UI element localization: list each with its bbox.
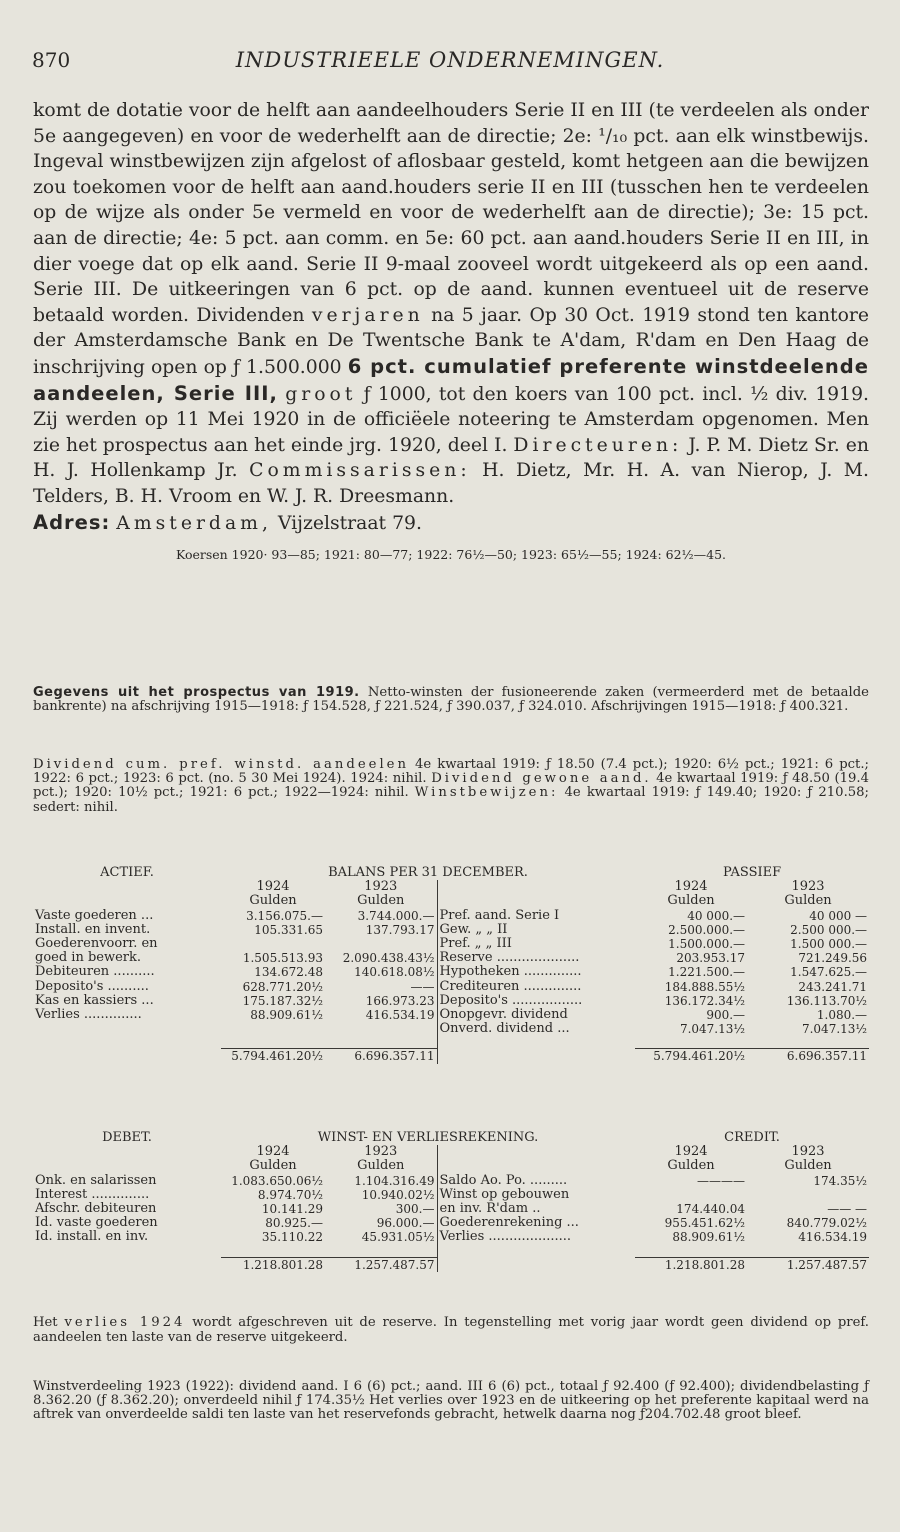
value-1924: 184.888.55½ [664, 979, 746, 994]
table-row [33, 1188, 869, 1202]
row-label: Goederenrekening ... [437, 1216, 635, 1230]
table-row [33, 965, 869, 979]
value-1924: 1.505.513.93 [242, 951, 323, 966]
page-number: 870 [32, 48, 71, 72]
credit-title: CREDIT. [724, 1131, 780, 1145]
value-1924: 1.083.650.06½ [231, 1173, 323, 1188]
table-row [33, 951, 869, 965]
value-1923: 1.104.316.49 [354, 1173, 435, 1188]
year-label: 1924 [674, 1145, 708, 1160]
directeuren-names: J. P. M. Dietz Sr. en H. J. Hollenkamp Jr. [33, 434, 869, 482]
currency-label: Gulden [784, 1159, 832, 1174]
row-label: Debiteuren .......... [35, 965, 155, 980]
pl-title: WINST- EN VERLIESREKENING. [317, 1131, 539, 1145]
row-label: Gew. „ „ II [437, 923, 635, 937]
value-1923: 166.973.23 [365, 993, 435, 1008]
value-1923: 40 000 — [809, 908, 868, 923]
value-1923: 1.080.— [816, 1008, 868, 1023]
currency-label: Gulden [249, 894, 297, 909]
value-1924: 203.953.17 [676, 951, 746, 966]
value-1923: —— [410, 979, 435, 994]
value-1924: 628.771.20½ [242, 979, 323, 994]
row-label: Afschr. debiteuren [35, 1202, 157, 1217]
total-value: 5.794.461.20½ [221, 1049, 325, 1064]
prospectus-text: Netto-winsten der fusioneerende zaken (vermeerderd met de betaalde bankrente) na afschrijving 1915—1918: ƒ 154.528, ƒ 221.524, ƒ 390.037, ƒ 324.010. Afschrijvingen 1915—1918: ƒ 400.321. [33, 685, 869, 715]
value-1924: 900.— [706, 1008, 746, 1023]
value-1923: 174.35½ [813, 1173, 868, 1188]
row-label: Crediteuren .............. [437, 980, 635, 994]
value-1924: 35.110.22 [261, 1230, 323, 1245]
row-label: Goederenvoorr. en [35, 937, 158, 952]
value-1924 [221, 937, 325, 951]
value-1923: 45.931.05½ [361, 1230, 435, 1245]
groot-term: groot [285, 383, 357, 405]
row-label: Deposito's ................. [437, 994, 635, 1008]
row-label: goed in bewerk. [35, 951, 142, 966]
row-label: Hypotheken .............. [437, 965, 635, 979]
value-1923: 96.000.— [376, 1216, 435, 1231]
row-label: Onverd. dividend ... [437, 1022, 635, 1036]
verlies-note [33, 1315, 869, 1345]
value-1923: 840.779.02½ [786, 1216, 868, 1231]
passief-title: PASSIEF [722, 866, 782, 880]
table-row [33, 994, 869, 1008]
row-label: Verlies .............. [35, 1008, 142, 1023]
adres-line [33, 510, 869, 537]
table-row [33, 1230, 869, 1244]
value-1923: 300.— [395, 1202, 435, 1217]
value-1923: 416.534.19 [798, 1230, 868, 1245]
value-1924: 134.672.48 [254, 965, 323, 980]
dividend-pref-text: 4e kwartaal 1919: ƒ 18.50 (7.4 pct.); 1920: 6½ pct.; 1921: 6 pct.; 1922: 6 pct.; 1923: 6 pct. (no. 5 30 Mei 1924). 1924: nihil. [33, 757, 869, 787]
value-1924: 80.925.— [265, 1216, 323, 1231]
row-label: Pref. „ „ III [437, 937, 635, 951]
commissarissen-label: Commissarissen: [249, 460, 471, 482]
main-text [33, 98, 869, 568]
value-1923: 3.744.000.— [357, 908, 435, 923]
table-row [33, 1216, 869, 1230]
total-value: 1.257.487.57 [747, 1257, 869, 1272]
profit-loss-table [33, 1131, 869, 1272]
year-label: 1924 [256, 1145, 290, 1160]
value-1924: 175.187.32½ [242, 993, 323, 1008]
total-value: 6.696.357.11 [747, 1049, 869, 1064]
adres-label: Adres: [33, 510, 111, 534]
adres-street: Vijzelstraat 79. [277, 512, 422, 534]
row-label: Winst op gebouwen [437, 1188, 635, 1202]
winstbewijzen-text: 4e kwartaal 1919: ƒ 149.40; 1920: ƒ 210.58; sedert: nihil. [33, 785, 869, 815]
currency-label: Gulden [667, 1159, 715, 1174]
row-label: Pref. aand. Serie I [437, 909, 635, 923]
year-label: 1924 [256, 880, 290, 895]
currency-label: Gulden [784, 894, 832, 909]
value-1923: 243.241.71 [798, 979, 868, 994]
debet-title: DEBET. [102, 1131, 152, 1145]
value-1923: 10.940.02½ [361, 1187, 435, 1202]
year-label: 1923 [364, 880, 398, 895]
dividend-gewone-label: Dividend gewone aand. [431, 771, 652, 787]
verlies-label: verlies 1924 [64, 1315, 186, 1330]
table-row [33, 909, 869, 923]
table-row [33, 1022, 869, 1036]
verjaren-term: verjaren [311, 304, 424, 326]
table-row [33, 1202, 869, 1216]
balance-year-row [33, 880, 869, 894]
table-row [33, 1174, 869, 1188]
row-label: Onopgevr. dividend [437, 1008, 635, 1022]
table-row [33, 980, 869, 994]
row-label: Verlies .................... [437, 1230, 635, 1244]
value-1923 [747, 1188, 869, 1202]
value-1924: 1.500.000.— [668, 937, 746, 952]
running-title: INDUSTRIEELE ONDERNEMINGEN. [235, 48, 665, 72]
value-1923: 1.547.625.— [790, 965, 868, 980]
value-1924 [635, 1188, 747, 1202]
prospectus-data [33, 686, 869, 714]
koersen-line: Koersen 1920· 93—85; 1921: 80—77; 1922: 76½—50; 1923: 65½—55; 1924: 62½—45. [175, 547, 727, 563]
value-1924: 955.451.62½ [664, 1216, 746, 1231]
balance-currency-row [33, 894, 869, 908]
year-label: 1923 [791, 880, 825, 895]
value-1924: 88.909.61½ [672, 1230, 746, 1245]
footer-het: Het [33, 1315, 58, 1330]
dividend-section [33, 758, 869, 815]
total-value: 1.257.487.57 [325, 1257, 437, 1272]
value-1924: 174.440.04 [676, 1202, 746, 1217]
value-1924: 2.500.000.— [668, 922, 746, 937]
currency-label: Gulden [357, 894, 405, 909]
row-label: Saldo Ao. Po. ......... [437, 1174, 635, 1188]
value-1923: 2.500 000.— [790, 922, 868, 937]
value-1923: 140.618.08½ [354, 965, 435, 980]
table-row [33, 1008, 869, 1022]
dividend-pref-label: Dividend cum. pref. winstd. aandeelen [33, 757, 409, 772]
pl-title-row [33, 1131, 869, 1145]
row-label: Deposito's .......... [35, 979, 149, 994]
currency-label: Gulden [667, 894, 715, 909]
row-label: Kas en kassiers ... [35, 993, 154, 1008]
year-label: 1923 [791, 1145, 825, 1160]
value-1923: 2.090.438.43½ [342, 951, 435, 966]
value-1923: 1.500 000.— [790, 937, 868, 952]
row-label: Onk. en salarissen [35, 1173, 157, 1188]
year-label: 1924 [674, 880, 708, 895]
row-label: Id. vaste goederen [35, 1216, 158, 1231]
row-label: Interest .............. [35, 1187, 150, 1202]
winstverdeeling-note [33, 1380, 869, 1423]
balance-sheet-table [33, 866, 869, 1064]
value-1923: 416.534.19 [365, 1008, 435, 1023]
currency-label: Gulden [357, 1159, 405, 1174]
value-1924: 136.172.34½ [664, 993, 746, 1008]
adres-city: Amsterdam, [116, 512, 272, 534]
balance-title-row [33, 866, 869, 880]
row-label: Reserve .................... [437, 951, 635, 965]
currency-label: Gulden [249, 1159, 297, 1174]
value-1924: 88.909.61½ [250, 1008, 323, 1023]
balance-title: BALANS PER 31 DECEMBER. [328, 866, 528, 880]
value-1923: —— — [827, 1202, 868, 1217]
total-value: 1.218.801.28 [635, 1257, 747, 1272]
value-1924: ———— [697, 1173, 746, 1188]
row-label: Vaste goederen ... [35, 908, 154, 923]
row-label: en inv. R'dam .. [437, 1202, 635, 1216]
row-label: Id. install. en inv. [35, 1230, 149, 1245]
value-1924: 10.141.29 [261, 1202, 323, 1217]
dividend-gewone-text: 4e kwartaal 1919: ƒ 48.50 (19.4 pct.); 1920: 10½ pct.; 1921: 6 pct.; 1922—1924: nihil. [33, 771, 869, 801]
value-1923 [325, 937, 437, 951]
year-label: 1923 [364, 1145, 398, 1160]
directeuren-label: Directeuren: [513, 434, 683, 456]
verlies-text: wordt afgeschreven uit de reserve. In tegenstelling met vorig jaar wordt geen dividend op pref. aandeelen ten laste van de reserve uitgekeerd. [33, 1315, 869, 1345]
page-header [32, 48, 868, 72]
prospectus-heading: Gegevens uit het prospectus van 1919. [33, 685, 360, 700]
pl-currency-row [33, 1159, 869, 1173]
value-1924: 7.047.13½ [679, 1022, 746, 1037]
body-text-1: komt de dotatie voor de helft aan aandeelhouders Serie II en III (te verdeelen als onder 5e aangegeven) en voor de wederhelft aan de directie; 2e: ¹/₁₀ pct. aan elk winstbewijs. Ingeval winstbewijzen zijn afgelost of aflosbaar gesteld, komt hetgeen aan die bewijzen zou toekomen voor de helft aan aand.houders serie II en III (tusschen hen te verdeelen op de wijze als onder 5e vermeld en voor de wederhelft aan de directie); 3e: 15 pct. aan de directie; 4e: 5 pct. aan comm. en 5e: 60 pct. aan aand.houders Serie II en III, in dier voege dat op elk aand. Serie II 9-maal zooveel wordt uitgekeerd als op een aand. Serie III. De uitkeeringen van 6 pct. op de aand. kunnen eventueel uit de reserve betaald worden. Dividenden [33, 100, 869, 326]
table-row [33, 937, 869, 951]
total-value: 6.696.357.11 [325, 1049, 437, 1064]
value-1924: 105.331.65 [254, 922, 323, 937]
actief-title: ACTIEF. [100, 866, 154, 880]
value-1924: 8.974.70½ [257, 1187, 323, 1202]
commissarissen-names: H. Dietz, Mr. H. A. van Nierop, J. M. Telders, B. H. Vroom en W. J. R. Dreesmann. [33, 460, 869, 507]
total-value: 1.218.801.28 [221, 1257, 325, 1272]
row-label: Install. en invent. [35, 922, 151, 937]
body-paragraph [33, 98, 869, 510]
body-text-3: ƒ 1000, tot den koers van 100 pct. incl. ½ div. 1919. Zij werden op 11 Mei 1920 in de officiëele noteering te Amsterdam opgenomen. Men zie het prospectus aan het einde jrg. 1920, deel I. [33, 383, 869, 456]
table-row [33, 923, 869, 937]
value-1923: 136.113.70½ [786, 993, 868, 1008]
value-1924: 3.156.075.— [246, 908, 323, 923]
share-class-heading: 6 pct. cumulatief preferente winstdeelende aandeelen, Serie III, [33, 354, 869, 405]
pl-total-row [33, 1257, 869, 1272]
winstverdeeling-text: Winstverdeeling 1923 (1922): dividend aand. I 6 (6) pct.; aand. III 6 (6) pct., totaal ƒ 92.400 (ƒ 92.400); dividendbelasting ƒ 8.362.20 (ƒ 8.362.20); onverdeeld nihil ƒ 174.35½ Het verlies over 1923 en de uitkeering op het preferente kapitaal werd na aftrek van onverdeelde saldi ten laste van het reservefonds gebracht, hetwelk daarna nog ƒ204.702.48 groot bleef. [33, 1379, 869, 1423]
total-value: 5.794.461.20½ [635, 1049, 747, 1064]
value-1923: 137.793.17 [365, 922, 435, 937]
body-text-2: na 5 jaar. Op 30 Oct. 1919 stond ten kantore der Amsterdamsche Bank en De Twentsche Bank te A'dam, R'dam en Den Haag de inschrijving open op ƒ 1.500.000 [33, 304, 869, 378]
value-1924: 40 000.— [687, 908, 746, 923]
value-1923: 7.047.13½ [801, 1022, 868, 1037]
balance-total-row [33, 1049, 869, 1064]
value-1923: 721.249.56 [798, 951, 868, 966]
value-1924: 1.221.500.— [668, 965, 746, 980]
pl-year-row [33, 1145, 869, 1159]
winstbewijzen-label: Winstbewijzen: [414, 785, 559, 801]
